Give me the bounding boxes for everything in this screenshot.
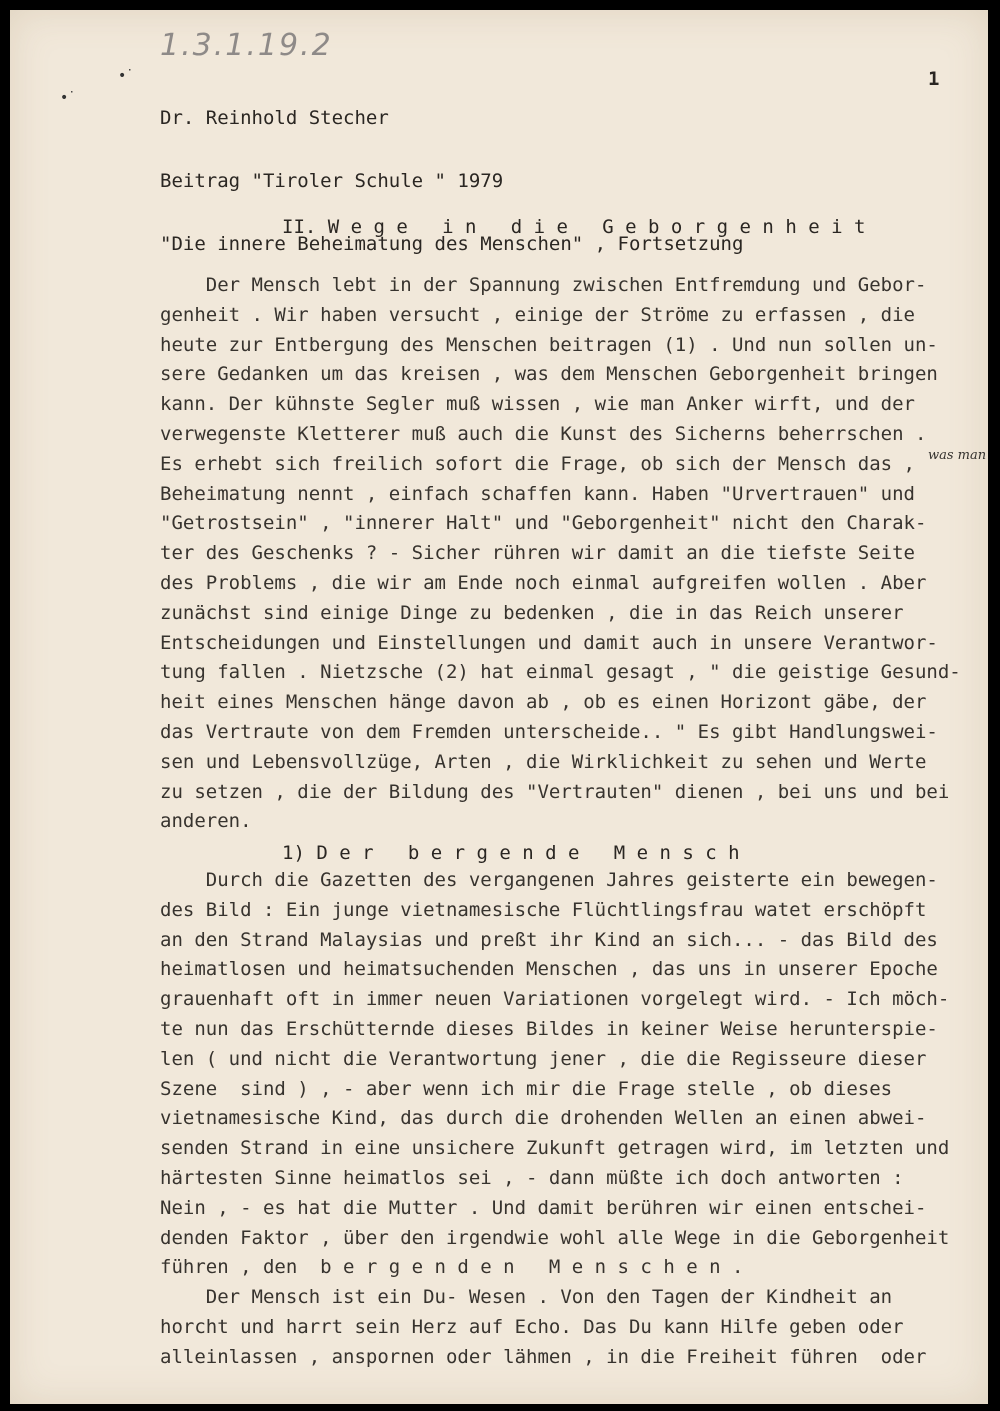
text-line: härtesten Sinne heimatlos sei , - dann müßte ich doch antworten : (160, 1166, 904, 1189)
text-line: sere Gedanken um das kreisen , was dem Menschen Geborgenheit bringen (160, 363, 938, 386)
document-page (10, 10, 988, 1404)
text-line: heute zur Entbergung des Menschen beitragen (1) . Und nun sollen un- (160, 333, 938, 356)
text-line: das Vertraute von dem Fremden unterscheide.. " Es gibt Handlungswei- (160, 720, 938, 743)
text-line: Der Mensch ist ein Du- Wesen . Von den Tagen der Kindheit an (160, 1286, 893, 1308)
text-line: senden Strand in eine unsichere Zukunft getragen wird, im letzten und (160, 1137, 950, 1160)
text-line: "Getrostsein" , "innerer Halt" und "Geborgenheit" nicht den Charak- (160, 512, 927, 535)
text-line: des Bild : Ein junge vietnamesische Flüchtlingsfrau watet erschöpft (160, 898, 927, 921)
sub-heading: 1) D e r b e r g e n d e M e n s c h (282, 842, 740, 864)
text-line: ter des Geschenks ? - Sicher rühren wir damit an die tiefste Seite (160, 542, 915, 565)
paragraph-2 (160, 866, 949, 1283)
header-article-title: "Die innere Beheimatung des Menschen" , Fortsetzung (160, 233, 744, 255)
text-line: zu setzen , die der Bildung des "Vertrauten" dienen , bei uns und bei (160, 780, 950, 803)
text-line: kann. Der kühnste Segler muß wissen , wie man Anker wirft, und der (160, 393, 915, 416)
text-line: Durch die Gazetten des vergangenen Jahres geisterte ein bewegen- (160, 869, 938, 891)
text-line: te nun das Erschütternde dieses Bildes in keiner Weise herunterspie- (160, 1017, 938, 1040)
text-line: Beheimatung nennt , einfach schaffen kann. Haben "Urvertrauen" und (160, 482, 915, 505)
text-line: sen und Lebensvollzüge, Arten , die Wirklichkeit zu sehen und Werte (160, 750, 927, 773)
text-line: denden Faktor , über den irgendwie wohl alle Wege in die Geborgenheit (160, 1226, 950, 1249)
text-line: genheit . Wir haben versucht , einige der Ströme zu erfassen , die (160, 303, 915, 326)
text-line: anderen. (160, 810, 252, 833)
text-line: des Problems , die wir am Ende noch einmal aufgreifen wollen . Aber (160, 571, 927, 594)
text-line: Entscheidungen und Einstellungen und damit auch in unsere Verantwor- (160, 631, 938, 654)
document-header (160, 66, 743, 297)
text-line: horcht und harrt sein Herz auf Echo. Das Du kann Hilfe geben oder (160, 1315, 904, 1338)
header-author: Dr. Reinhold Stecher (160, 107, 389, 129)
handwritten-insertion: was man (928, 448, 987, 463)
page-number: 1 (928, 68, 940, 90)
text-line: führen , den b e r g e n d e n M e n s c h e n . (160, 1256, 744, 1279)
section-title: II. W e g e i n d i e G e b o r g e n h e i t (282, 216, 866, 238)
text-line: Nein , - es hat die Mutter . Und damit berühren wir einen entschei- (160, 1196, 927, 1219)
text-line: len ( und nicht die Verantwortung jener , die die Regisseure dieser (160, 1047, 927, 1070)
margin-mark: •˙ (118, 68, 134, 84)
archive-code-handwritten: 1.3.1.19.2 (160, 28, 333, 63)
text-line: alleinlassen , anspornen oder lähmen , in die Freiheit führen oder (160, 1345, 927, 1368)
text-line: heit eines Menschen hänge davon ab , ob es einen Horizont gäbe, der (160, 691, 927, 714)
text-line: tung fallen . Nietzsche (2) hat einmal gesagt , " die geistige Gesund- (160, 661, 961, 684)
header-publication: Beitrag "Tiroler Schule " 1979 (160, 170, 504, 192)
text-line: vietnamesische Kind, das durch die drohenden Wellen an einen abwei- (160, 1107, 927, 1130)
margin-mark: •˙ (60, 90, 76, 106)
text-line: grauenhaft oft in immer neuen Variationen vorgelegt wird. - Ich möch- (160, 988, 950, 1011)
text-line: Szene sind ) , - aber wenn ich mir die Frage stelle , ob dieses (160, 1077, 893, 1100)
text-line: Es erhebt sich freilich sofort die Frage, ob sich der Mensch das , (160, 452, 915, 475)
paragraph-1 (160, 271, 961, 837)
text-line: heimatlosen und heimatsuchenden Menschen , das uns in unserer Epoche (160, 958, 938, 981)
text-line: zunächst sind einige Dinge zu bedenken , die in das Reich unserer (160, 601, 904, 624)
text-line: Der Mensch lebt in der Spannung zwischen Entfremdung und Gebor- (160, 274, 927, 296)
text-line: verwegenste Kletterer muß auch die Kunst des Sicherns beherrschen . (160, 422, 927, 445)
paragraph-3 (160, 1283, 926, 1372)
text-line: an den Strand Malaysias und preßt ihr Kind an sich... - das Bild des (160, 928, 938, 951)
